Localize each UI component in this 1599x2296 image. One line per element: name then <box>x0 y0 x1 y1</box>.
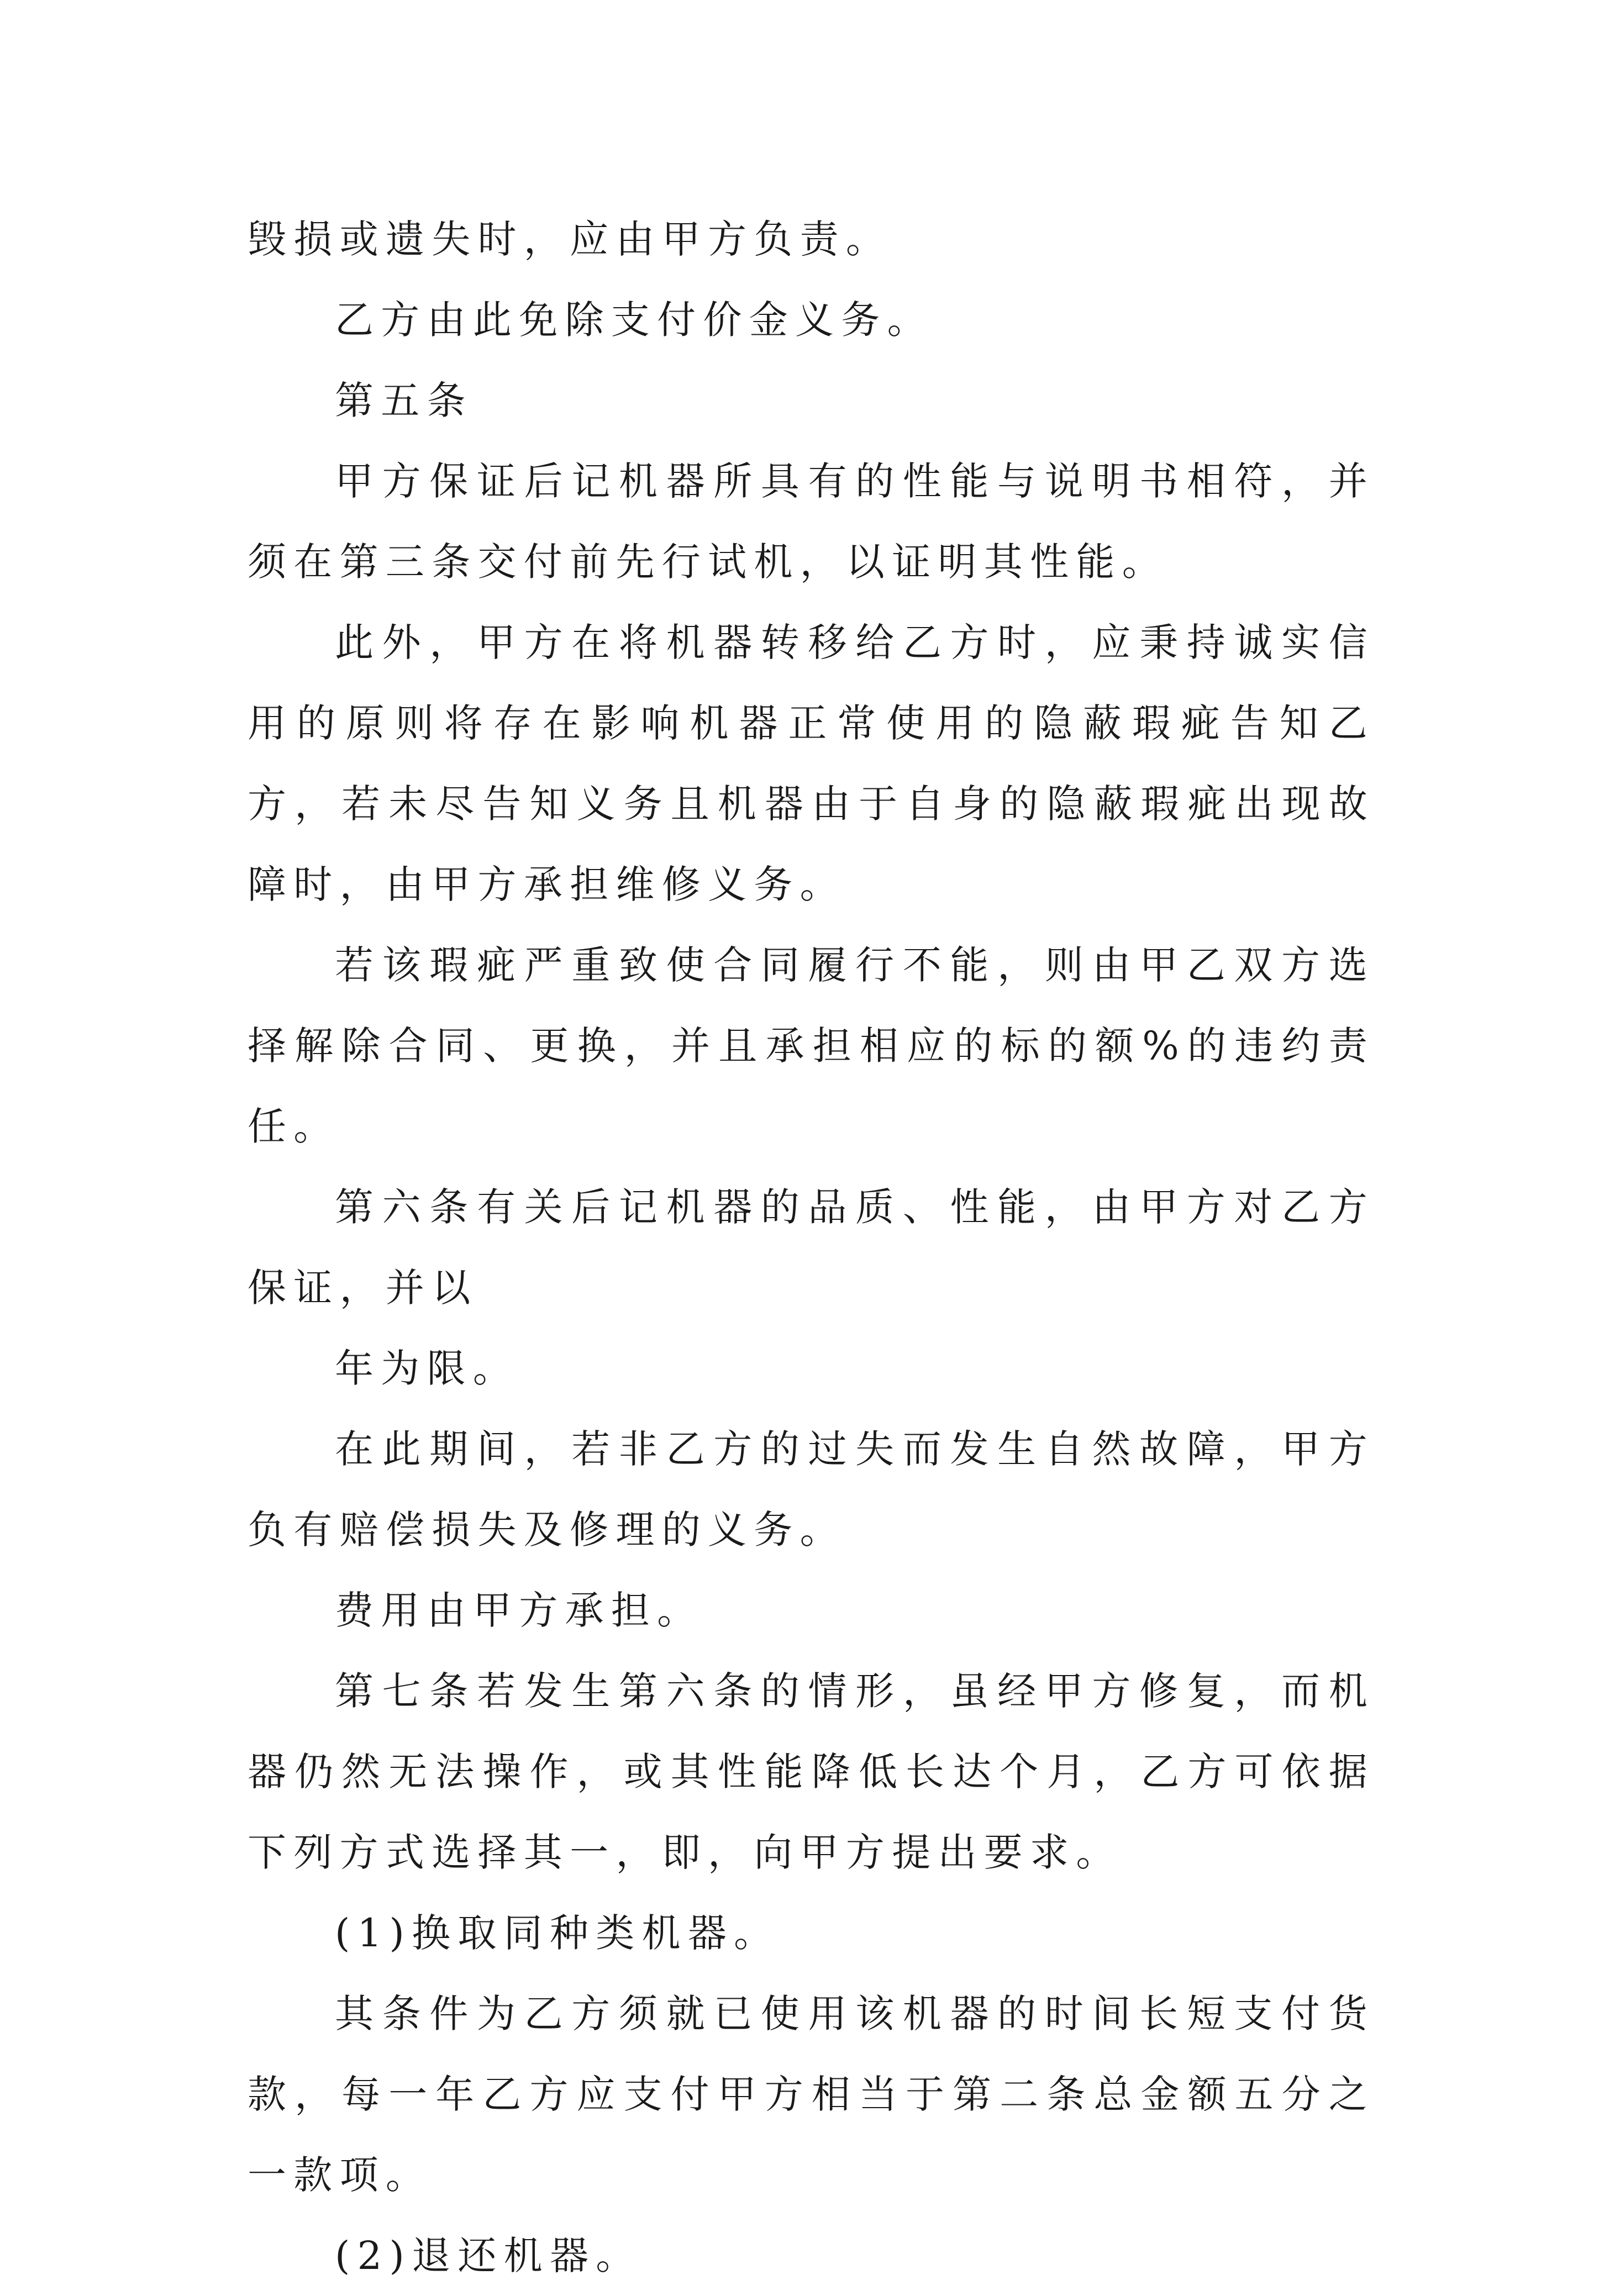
paragraph-4: 甲方保证后记机器所具有的性能与说明书相符，并须在第三条交付前先行试机，以证明其性能。 <box>248 459 1375 584</box>
paragraph-8: 年为限。 <box>335 1346 519 1391</box>
document-body <box>248 199 1375 2296</box>
paragraph-5: 此外，甲方在将机器转移给乙方时，应秉持诚实信用的原则将存在影响机器正常使用的隐蔽瑕疵告知乙方，若未尽告知义务且机器由于自身的隐蔽瑕疵出现故障时，由甲方承担维修义务。 <box>248 620 1375 907</box>
paragraph-6: 若该瑕疵严重致使合同履行不能，则由甲乙双方选择解除合同、更换，并且承担相应的标的额%的违约责任。 <box>248 942 1375 1149</box>
article-5-heading: 第五条 <box>335 378 473 423</box>
list-item-1: (1)换取同种类机器。 <box>335 1910 780 1956</box>
paragraph-2: 乙方由此免除支付价金义务。 <box>335 297 933 343</box>
paragraph-13: 其条件为乙方须就已使用该机器的时间长短支付货款，每一年乙方应支付甲方相当于第二条总金额五分之一款项。 <box>248 1991 1375 2198</box>
article-6-paragraph: 第六条有关后记机器的品质、性能，由甲方对乙方保证，并以 <box>248 1184 1375 1310</box>
article-7-paragraph: 第七条若发生第六条的情形，虽经甲方修复，而机器仍然无法操作，或其性能降低长达个月，乙方可依据下列方式选择其一，即，向甲方提出要求。 <box>248 1668 1375 1875</box>
paragraph-1: 毁损或遗失时，应由甲方负责。 <box>248 217 892 262</box>
paragraph-9: 在此期间，若非乙方的过失而发生自然故障，甲方负有赔偿损失及修理的义务。 <box>248 1426 1375 1552</box>
paragraph-10: 费用由甲方承担。 <box>335 1588 703 1633</box>
list-item-2: (2)退还机器。 <box>335 2233 642 2278</box>
